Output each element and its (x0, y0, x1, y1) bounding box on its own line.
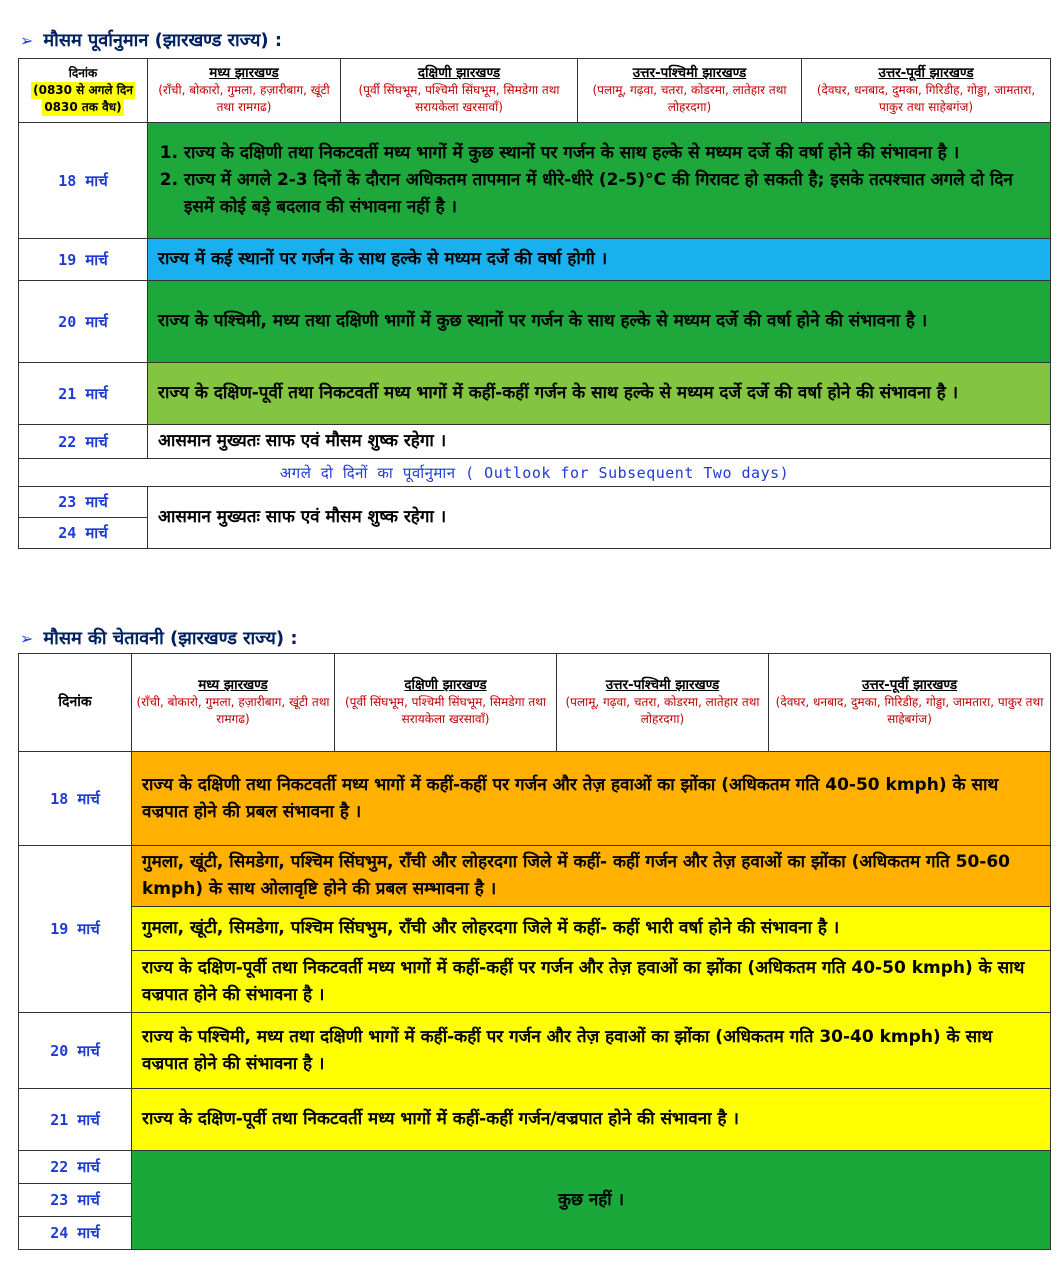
forecast-text: आसमान मुख्यतः साफ एवं मौसम शुष्क रहेगा । (148, 425, 1051, 459)
outlook-date: 23 मार्च (19, 487, 148, 518)
warning-text: राज्य के पश्चिमी, मध्य तथा दक्षिणी भागों में कहीं-कहीं पर गर्जन और तेज़ हवाओं का झोंका (अधिकतम गति 30-40 kmph) के साथ वज्रपात होने की संभावना है । (132, 1013, 1051, 1089)
region-header-northeast: उत्तर-पूर्वी झारखण्ड (देवघर, धनबाद, दुमका, गिरिडीह, गोड्डा, जामतारा, पाकुर तथा साहेबगंज) (802, 59, 1051, 123)
forecast-row (19, 239, 1051, 281)
forecast-text: राज्य में कई स्थानों पर गर्जन के साथ हल्के से मध्यम दर्जे की वर्षा होगी । (148, 239, 1051, 281)
forecast-date: 18 मार्च (19, 123, 148, 239)
warning-date: 21 मार्च (19, 1089, 132, 1151)
region-header-central: मध्य झारखण्ड (राँची, बोकारो, गुमला, हज़ारीबाग, खूंटी तथा रामगढ) (148, 59, 341, 123)
outlook-text: आसमान मुख्यतः साफ एवं मौसम शुष्क रहेगा । (148, 487, 1051, 549)
region-header-northwest: उत्तर-पश्चिमी झारखण्ड (पलामू, गढ़वा, चतरा, कोडरमा, लातेहार तथा लोहरदगा) (578, 59, 802, 123)
region-header-central: मध्य झारखण्ड (राँची, बोकारो, गुमला, हज़ारीबाग, खूंटी तथा रामगढ) (132, 654, 335, 752)
warning-row (19, 1151, 1051, 1184)
warning-date: 18 मार्च (19, 752, 132, 846)
outlook-header-row (19, 459, 1051, 487)
warning-date: 24 मार्च (19, 1217, 132, 1250)
warning-row (19, 752, 1051, 846)
arrow-bullet-icon: ➢ (20, 31, 34, 50)
no-warning-text: कुछ नहीं । (132, 1151, 1051, 1250)
warning-date: 19 मार्च (19, 846, 132, 1013)
forecast-point: 1. राज्य के दक्षिणी तथा निकटवर्ती मध्य भागों में कुछ स्थानों पर गर्जन के साथ हल्के से मध्यम दर्जे की वर्षा होने की संभावना है । (184, 140, 1040, 167)
forecast-table (18, 58, 1051, 549)
warning-date-header: दिनांक (19, 654, 132, 752)
warning-date: 20 मार्च (19, 1013, 132, 1089)
warning-row (19, 1089, 1051, 1151)
outlook-date: 24 मार्च (19, 518, 148, 549)
validity-note-2: 0830 तक वैध) (44, 100, 122, 114)
warning-table (18, 653, 1051, 1250)
region-header-northeast: उत्तर-पूर्वी झारखण्ड (देवघर, धनबाद, दुमका, गिरिडीह, गोड्डा, जामतारा, पाकुर तथा साहेबगंज) (769, 654, 1051, 752)
forecast-text: राज्य के पश्चिमी, मध्य तथा दक्षिणी भागों में कुछ स्थानों पर गर्जन के साथ हल्के से मध्यम दर्जे की वर्षा होने की संभावना है । (148, 281, 1051, 363)
warning-header-row (19, 654, 1051, 752)
forecast-date: 21 मार्च (19, 363, 148, 425)
warning-row (19, 846, 1051, 907)
forecast-row (19, 425, 1051, 459)
warning-text: गुमला, खूंटी, सिमडेगा, पश्चिम सिंघभुम, राँची और लोहरदगा जिले में कहीं- कहीं भारी वर्षा होने की संभावना है । (132, 907, 1051, 951)
region-header-south: दक्षिणी झारखण्ड (पूर्वी सिंघभूम, पश्चिमी सिंघभूम, सिमडेगा तथा सरायकेला खरसावाँ) (341, 59, 578, 123)
warning-date: 22 मार्च (19, 1151, 132, 1184)
forecast-point: 2. राज्य में अगले 2-3 दिनों के दौरान अधिकतम तापमान में धीरे-धीरे (2-5)°C की गिरावट हो सकती है; इसके तत्पश्चात अगले दो दिन इसमें कोई बड़े बदलाव की संभावना नहीं है । (184, 167, 1040, 221)
forecast-section-title: ➢ मौसम पूर्वानुमान (झारखण्ड राज्य) : (20, 30, 283, 51)
forecast-header-row (19, 59, 1051, 123)
forecast-date: 20 मार्च (19, 281, 148, 363)
arrow-bullet-icon: ➢ (20, 629, 34, 648)
forecast-date-header: दिनांक (0830 से अगले दिन 0830 तक वैध) (19, 59, 148, 123)
validity-note-1: (0830 से अगले दिन (33, 83, 133, 97)
warning-row (19, 907, 1051, 951)
warning-text: राज्य के दक्षिण-पूर्वी तथा निकटवर्ती मध्य भागों में कहीं-कहीं गर्जन/वज्रपात होने की संभावना है । (132, 1089, 1051, 1151)
forecast-row (19, 363, 1051, 425)
warning-row (19, 1013, 1051, 1089)
outlook-row (19, 487, 1051, 518)
warning-text: राज्य के दक्षिण-पूर्वी तथा निकटवर्ती मध्य भागों में कहीं-कहीं पर गर्जन और तेज़ हवाओं का झोंका (अधिकतम गति 40-50 kmph) के साथ वज्रपात होने की संभावना है । (132, 951, 1051, 1013)
forecast-date: 19 मार्च (19, 239, 148, 281)
region-header-northwest: उत्तर-पश्चिमी झारखण्ड (पलामू, गढ़वा, चतरा, कोडरमा, लातेहार तथा लोहरदगा) (557, 654, 769, 752)
forecast-text: राज्य के दक्षिण-पूर्वी तथा निकटवर्ती मध्य भागों में कहीं-कहीं गर्जन के साथ हल्के से मध्यम दर्जे दर्जे की वर्षा होने की संभावना है । (148, 363, 1051, 425)
warning-text: राज्य के दक्षिणी तथा निकटवर्ती मध्य भागों में कहीं-कहीं पर गर्जन और तेज़ हवाओं का झोंका (अधिकतम गति 40-50 kmph) के साथ वज्रपात होने की प्रबल संभावना है । (132, 752, 1051, 846)
warning-section-title: ➢ मौसम की चेतावनी (झारखण्ड राज्य) : (20, 628, 298, 649)
warning-row (19, 951, 1051, 1013)
warning-date: 23 मार्च (19, 1184, 132, 1217)
forecast-text (148, 123, 1051, 239)
forecast-row (19, 281, 1051, 363)
forecast-row (19, 123, 1051, 239)
outlook-label: अगले दो दिनों का पूर्वानुमान ( Outlook for Subsequent Two days) (19, 459, 1051, 487)
warning-text: गुमला, खूंटी, सिमडेगा, पश्चिम सिंघभुम, राँची और लोहरदगा जिले में कहीं- कहीं गर्जन और तेज़ हवाओं का झोंका (अधिकतम गति 50-60 kmph) के साथ ओलावृष्टि होने की प्रबल सम्भावना है । (132, 846, 1051, 907)
forecast-date: 22 मार्च (19, 425, 148, 459)
region-header-south: दक्षिणी झारखण्ड (पूर्वी सिंघभूम, पश्चिमी सिंघभूम, सिमडेगा तथा सरायकेला खरसावाँ) (335, 654, 557, 752)
